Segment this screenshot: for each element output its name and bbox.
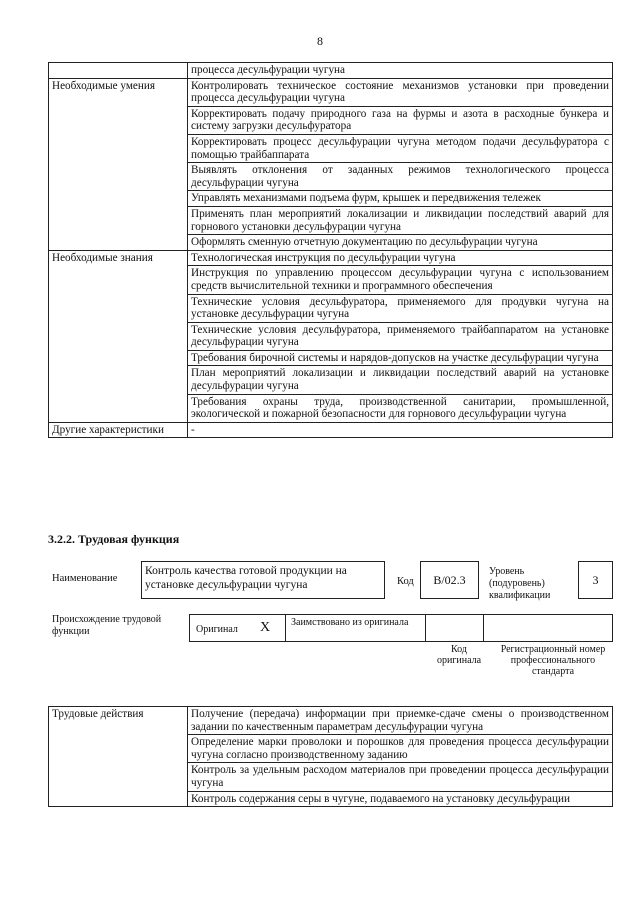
divider xyxy=(425,615,426,641)
other-value: - xyxy=(188,422,613,438)
knowledge-item: Технологическая инструкция по десульфурации чугуна xyxy=(188,250,613,266)
other-label: Другие характеристики xyxy=(49,422,188,438)
reg-number-label: Регистрационный номер профессионального стандарта xyxy=(500,644,606,677)
origin-box xyxy=(189,614,613,642)
knowledge-label: Необходимые знания xyxy=(49,250,188,422)
name-label: Наименование xyxy=(52,573,118,584)
table-row xyxy=(49,63,613,79)
actions-label: Трудовые действия xyxy=(49,707,188,807)
borrowed-label: Заимствовано из оригинала xyxy=(291,617,409,628)
divider xyxy=(285,615,286,641)
knowledge-item: Требования бирочной системы и нарядов-допусков на участке десульфурации чугуна xyxy=(188,350,613,366)
skill-item: Оформлять сменную отчетную документацию по десульфурации чугуна xyxy=(188,235,613,251)
skill-item: Управлять механизмами подъема фурм, крышек и передвижения тележек xyxy=(188,191,613,207)
skill-item: Контролировать техническое состояние механизмов установки при проведении процесса десульфурации чугуна xyxy=(188,78,613,106)
section-title: 3.2.2. Трудовая функция xyxy=(48,532,180,546)
knowledge-item: Инструкция по управлению процессом десульфурации чугуна с использованием средств вычислительной техники и программного обеспечения xyxy=(188,266,613,294)
origin-label: Происхождение трудовой функции xyxy=(52,614,162,637)
function-name-box: Контроль качества готовой продукции на установке десульфурации чугуна xyxy=(141,561,385,599)
level-box: 3 xyxy=(578,561,613,599)
skill-item: Корректировать процесс десульфурации чугуна методом подачи десульфуратора с помощью трайбаппарата xyxy=(188,134,613,162)
table-row xyxy=(49,250,613,266)
table-cell: процесса десульфурации чугуна xyxy=(188,63,613,79)
action-item: Получение (передача) информации при приемке-сдаче смены о производственном задании по качественным параметрам десульфурации чугуна xyxy=(188,707,613,735)
table-row xyxy=(49,78,613,106)
table-row xyxy=(49,422,613,438)
skill-item: Применять план мероприятий локализации и ликвидации последствий аварий для горнового установки десульфурации чугуна xyxy=(188,206,613,234)
knowledge-item: Технические условия десульфуратора, применяемого трайбаппаратом на установке десульфурации чугуна xyxy=(188,322,613,350)
code-label: Код xyxy=(397,576,414,587)
origin-code-label: Код оригинала xyxy=(436,644,482,666)
original-label: Оригинал xyxy=(196,624,238,635)
knowledge-item: Требования охраны труда, производственной санитарии, промышленной, экологической и пожарной безопасности для горнового десульфурации чугуна xyxy=(188,394,613,422)
action-item: Контроль за удельным расходом материалов при проведении процесса десульфурации чугуна xyxy=(188,763,613,791)
skills-label: Необходимые умения xyxy=(49,78,188,250)
original-mark: X xyxy=(260,620,271,635)
divider xyxy=(483,615,484,641)
table-row xyxy=(49,707,613,735)
knowledge-item: План мероприятий локализации и ликвидации последствий аварий на установке десульфурации чугуна xyxy=(188,366,613,394)
page-number: 8 xyxy=(317,34,323,48)
code-box: B/02.3 xyxy=(420,561,479,599)
skill-item: Корректировать подачу природного газа на фурмы и азота в расходные бункера и систему загрузки десульфуратора xyxy=(188,106,613,134)
skill-item: Выявлять отклонения от заданных режимов технологического процесса десульфурации чугуна xyxy=(188,163,613,191)
level-label: Уровень (подуровень) квалификации xyxy=(489,566,551,601)
labor-actions-table xyxy=(48,706,613,807)
knowledge-item: Технические условия десульфуратора, применяемого для продувки чугуна на установке десульфурации чугуна xyxy=(188,294,613,322)
skills-knowledge-table xyxy=(48,62,613,438)
action-item: Определение марки проволоки и порошков для проведения процесса десульфурации чугуна согласно производственному заданию xyxy=(188,735,613,763)
action-item: Контроль содержания серы в чугуне, подаваемого на установку десульфурации xyxy=(188,791,613,807)
